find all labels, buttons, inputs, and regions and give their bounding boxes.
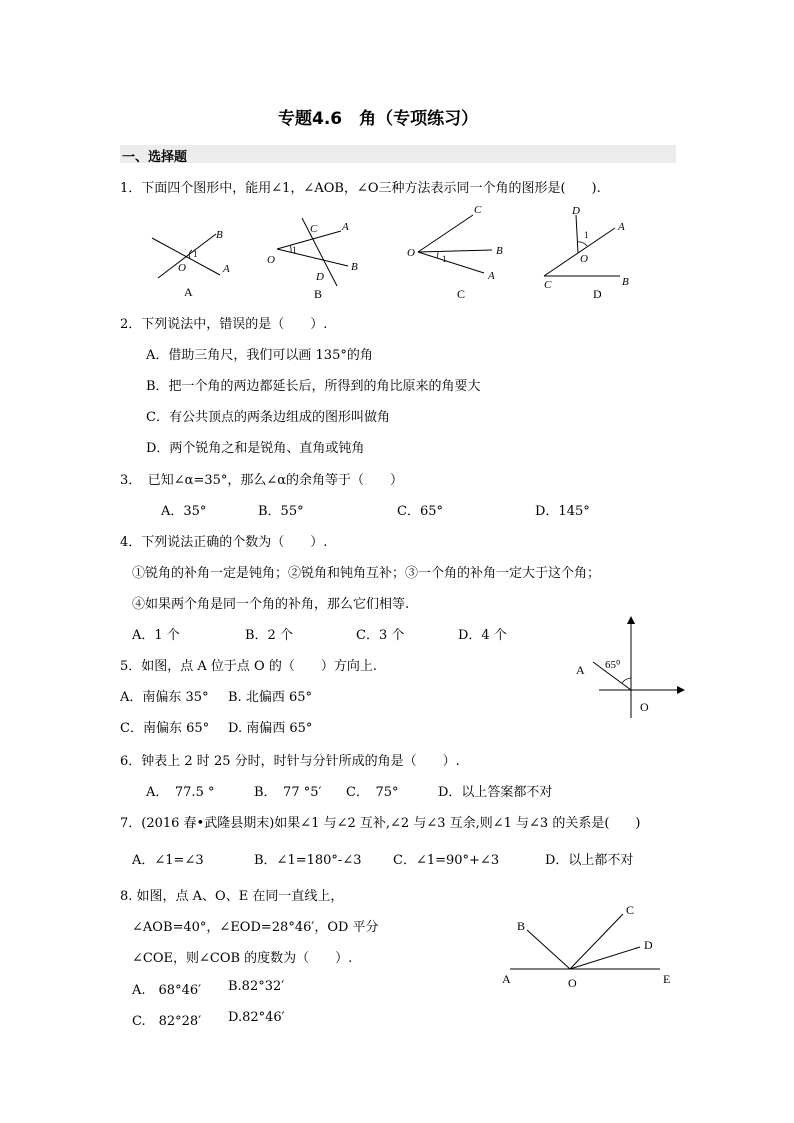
q7-option-a: A．∠1=∠3 xyxy=(132,853,204,868)
q5-compass-figure xyxy=(565,612,695,722)
q5-option-c: C．南偏东 65° xyxy=(120,721,210,736)
q1-figure-d xyxy=(544,205,629,301)
q4-option-b: B．2 个 xyxy=(245,628,293,643)
q5-label-o: O xyxy=(640,700,649,714)
page-title: 专题4.6 角（专项练习） xyxy=(278,109,479,129)
q4-option-d: D．4 个 xyxy=(458,628,507,643)
q5-stem: 5．如图，点 A 位于点 O 的（ ）方向上. xyxy=(120,659,377,674)
q8-stem-3: ∠COE，则∠COB 的度数为（ ）. xyxy=(132,951,353,966)
q1a-label-b: B xyxy=(216,229,223,241)
q1-fig-label-b: B xyxy=(314,287,323,301)
q2-option-a: A．借助三角尺，我们可以画 135°的角 xyxy=(146,348,373,363)
q8-option-d: D.82°46′ xyxy=(228,1010,285,1025)
q7-option-d: D．以上都不对 xyxy=(545,853,634,868)
q1c-label-1: 1 xyxy=(442,254,447,264)
section-header-bar xyxy=(120,145,676,163)
q1-figure-b xyxy=(267,218,358,301)
q8-label-d: D xyxy=(644,938,653,952)
q1d-label-o: O xyxy=(580,253,588,265)
q8-option-c: C. 82°28′ xyxy=(132,1014,202,1029)
q7-stem: 7．(2016 春•武隆县期末)如果∠1 与∠2 互补,∠2 与∠3 互余,则∠1 与∠3 的关系是( ) xyxy=(120,816,641,831)
q4-statements-1: ①锐角的补角一定是钝角；②锐角和钝角互补；③一个角的补角一定大于这个角； xyxy=(132,566,601,581)
q1-figure-a xyxy=(152,229,230,299)
q8-label-o: O xyxy=(568,976,577,990)
q5-option-b: B. 北偏西 65° xyxy=(228,690,312,705)
q6-option-a: A． 77.5 ° xyxy=(146,785,215,800)
q1a-label-o: O xyxy=(178,262,186,274)
q1a-label-a: A xyxy=(223,263,230,275)
q1d-label-b: B xyxy=(622,276,629,288)
q1b-label-a: A xyxy=(342,221,349,233)
q1-figures xyxy=(120,200,680,305)
q2-option-b: B．把一个角的两边都延长后，所得到的角比原来的角要大 xyxy=(146,379,481,394)
q3-option-a: A．35° xyxy=(161,504,207,519)
q1-fig-label-a: A xyxy=(184,285,193,299)
q1d-label-c: C xyxy=(544,279,552,291)
q1b-label-1: 1 xyxy=(292,245,297,255)
q4-statements-2: ④如果两个角是同一个角的补角，那么它们相等. xyxy=(132,597,410,612)
q3-option-b: B．55° xyxy=(258,504,304,519)
q4-option-a: A．1 个 xyxy=(132,628,180,643)
q1d-label-1: 1 xyxy=(584,230,589,240)
q8-label-a: A xyxy=(502,972,511,986)
q1b-label-d: D xyxy=(316,271,324,283)
q5-option-d: D. 南偏西 65° xyxy=(228,721,313,736)
q8-stem-2: ∠AOB=40°，∠EOD=28°46′，OD 平分 xyxy=(132,920,379,935)
q3-stem: 3． 已知∠α=35°，那么∠α的余角等于（ ） xyxy=(120,473,404,488)
q4-stem: 4．下列说法正确的个数为（ ）. xyxy=(120,535,328,550)
q1b-label-c: C xyxy=(310,223,318,235)
q8-label-b: B xyxy=(517,919,526,933)
q8-option-a: A. 68°46′ xyxy=(132,983,202,998)
q6-stem: 6．钟表上 2 时 25 分时，时针与分针所成的角是（ ）. xyxy=(120,754,460,769)
q1c-label-o: O xyxy=(407,247,415,259)
q1-fig-label-c: C xyxy=(457,287,466,301)
q8-label-c: C xyxy=(626,903,635,917)
q6-option-d: D．以上答案都不对 xyxy=(438,785,553,800)
q6-option-c: C． 75° xyxy=(346,785,399,800)
q8-stem-1: 8. 如图，点 A、O、E 在同一直线上， xyxy=(120,889,344,904)
q1d-label-a: A xyxy=(618,221,625,233)
section-title: 一、选择题 xyxy=(122,150,188,165)
q7-option-b: B．∠1=180°-∠3 xyxy=(254,853,362,868)
q1c-label-a: A xyxy=(488,270,495,282)
q2-option-d: D．两个锐角之和是锐角、直角或钝角 xyxy=(146,441,365,456)
q1-fig-label-d: D xyxy=(593,287,602,301)
q2-stem: 2．下列说法中，错误的是（ ）. xyxy=(120,317,328,332)
q1-figure-c xyxy=(407,204,503,301)
q1c-label-c: C xyxy=(474,204,482,216)
q3-option-c: C．65° xyxy=(397,504,443,519)
q8-label-e: E xyxy=(663,972,671,986)
q1a-label-1: 1 xyxy=(193,249,198,259)
q8-figure xyxy=(495,900,685,995)
q3-option-d: D．145° xyxy=(535,504,590,519)
q1d-label-d: D xyxy=(572,205,580,217)
q1b-label-o: O xyxy=(267,254,275,266)
q5-label-a: A xyxy=(576,663,585,677)
q1-stem: 1．下面四个图形中，能用∠1，∠AOB，∠O三种方法表示同一个角的图形是( ). xyxy=(120,181,601,196)
q4-option-c: C．3 个 xyxy=(356,628,405,643)
q5-label-angle: 65⁰ xyxy=(605,659,621,671)
q6-option-b: B． 77 °5′ xyxy=(254,785,322,800)
q2-option-c: C．有公共顶点的两条边组成的图形叫做角 xyxy=(146,410,390,425)
q8-option-b: B.82°32′ xyxy=(228,979,285,994)
q7-option-c: C．∠1=90°+∠3 xyxy=(393,853,500,868)
q1c-label-b: B xyxy=(496,245,503,257)
q5-option-a: A．南偏东 35° xyxy=(120,690,209,705)
q1b-label-b: B xyxy=(351,261,358,273)
